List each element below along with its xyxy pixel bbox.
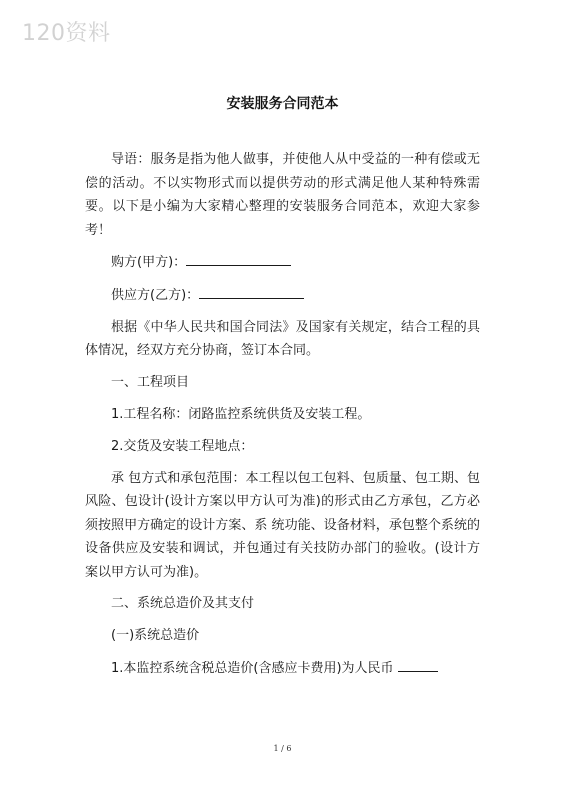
basis-paragraph: 根据《中华人民共和国合同法》及国家有关规定，结合工程的具体情况，经双方充分协商，签订本合同。	[85, 319, 480, 359]
document-body	[85, 148, 480, 689]
watermark: 120资料	[22, 21, 111, 46]
total-price-text: 1.本监控系统含税总造价(含感应卡费用)为人民币	[111, 660, 394, 676]
intro-paragraph: 导语：服务是指为他人做事，并使他人从中受益的一种有偿或无偿的活动。不以实物形式而以提供劳动的形式满足他人某种特殊需要。以下是小编为大家精心整理的安装服务合同范本，欢迎大家参考！	[85, 152, 480, 238]
buyer-label: 购方(甲方)：	[111, 255, 187, 271]
project-name-item: 1.工程名称：闭路监控系统供货及安装工程。	[111, 406, 371, 422]
buyer-blank	[186, 250, 291, 266]
section-2-heading: 二、系统总造价及其支付	[111, 596, 255, 612]
total-price-line	[85, 656, 480, 681]
delivery-location-item: 2.交货及安装工程地点：	[111, 438, 254, 454]
supplier-line	[85, 283, 480, 308]
document-title: 安装服务合同范本	[226, 96, 339, 112]
total-price-blank	[398, 656, 438, 672]
subsection-1-heading: (一)系统总造价	[111, 628, 200, 644]
page-indicator: 1 / 6	[273, 744, 292, 753]
buyer-line	[85, 250, 480, 275]
supplier-blank	[199, 283, 304, 299]
section-1-heading: 一、工程项目	[111, 375, 190, 391]
scope-paragraph: 承 包方式和承包范围：本工程以包工包料、包质量、包工期、包风险、包设计(设计方案以甲方认可为准)的形式由乙方承包，乙方必须按照甲方确定的设计方案、系 统功能、设备材料，承包整个系统的设备供应及安装和调试，并包通过有关技防办部门的验收。(设计方案以甲方认可为准)。	[85, 470, 480, 580]
supplier-label: 供应方(乙方)：	[111, 288, 200, 304]
